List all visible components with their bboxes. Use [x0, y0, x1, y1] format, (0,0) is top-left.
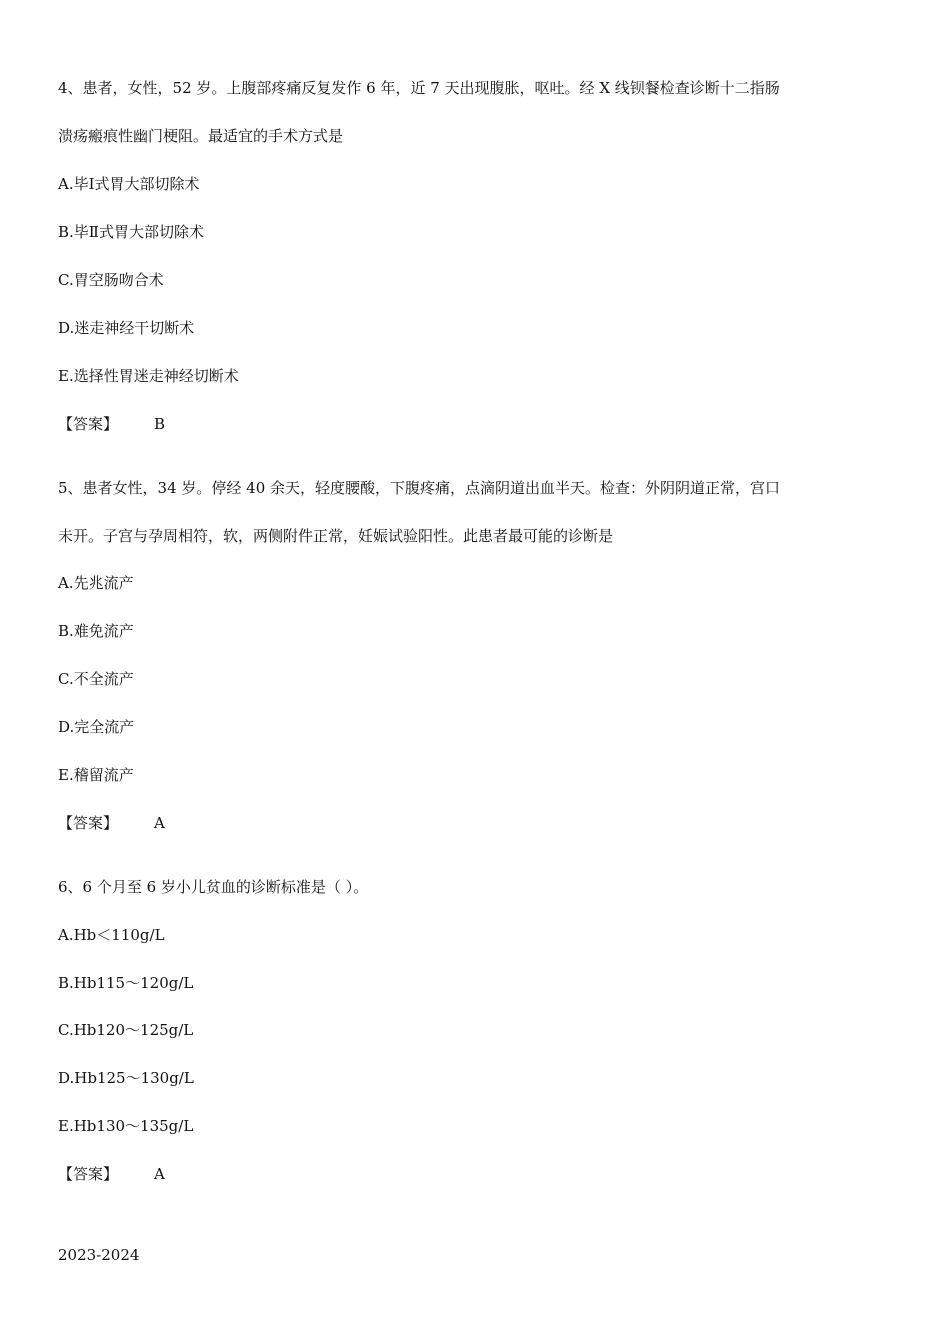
answer-value: A — [154, 814, 165, 832]
option-b: B.Hb115～120g/L — [58, 974, 194, 992]
option-e: E.稽留流产 — [58, 766, 134, 784]
answer-label: 【答案】 — [58, 1165, 119, 1183]
question-stem-continued: 溃疡瘢痕性幽门梗阻。最适宜的手术方式是 — [58, 127, 344, 145]
option-b: B.毕Ⅱ式胃大部切除术 — [58, 223, 204, 241]
option-a: A.毕Ⅰ式胃大部切除术 — [58, 175, 200, 193]
answer-label: 【答案】 — [58, 814, 119, 832]
option-d: D.迷走神经干切断术 — [58, 319, 195, 337]
option-c: C.不全流产 — [58, 670, 134, 688]
question-stem: 6、6 个月至 6 岁小儿贫血的诊断标准是（ ）。 — [58, 878, 369, 896]
option-c: C.Hb120～125g/L — [58, 1021, 194, 1039]
page-footer: 2023-2024 — [58, 1246, 140, 1264]
option-d: D.完全流产 — [58, 718, 135, 736]
answer-row — [58, 414, 165, 434]
option-d: D.Hb125～130g/L — [58, 1069, 194, 1087]
answer-value: A — [154, 1165, 165, 1183]
option-e: E.选择性胃迷走神经切断术 — [58, 367, 239, 385]
question-stem-continued: 未开。子宫与孕周相符，软，两侧附件正常，妊娠试验阳性。此患者最可能的诊断是 — [58, 527, 614, 545]
question-stem: 5、患者女性，34 岁。停经 40 余天，轻度腰酸，下腹疼痛，点滴阴道出血半天。检查：外阴阴道正常，宫口 — [58, 479, 781, 497]
option-a: A.Hb＜110g/L — [58, 926, 165, 944]
answer-label: 【答案】 — [58, 415, 119, 433]
option-a: A.先兆流产 — [58, 574, 134, 592]
answer-row — [58, 813, 165, 833]
option-e: E.Hb130～135g/L — [58, 1117, 194, 1135]
option-b: B.难免流产 — [58, 622, 134, 640]
answer-row — [58, 1164, 165, 1184]
option-c: C.胃空肠吻合术 — [58, 271, 164, 289]
answer-value: B — [154, 415, 166, 433]
question-stem: 4、患者，女性，52 岁。上腹部疼痛反复发作 6 年，近 7 天出现腹胀，呕吐。经 X 线钡餐检查诊断十二指肠 — [58, 79, 780, 97]
